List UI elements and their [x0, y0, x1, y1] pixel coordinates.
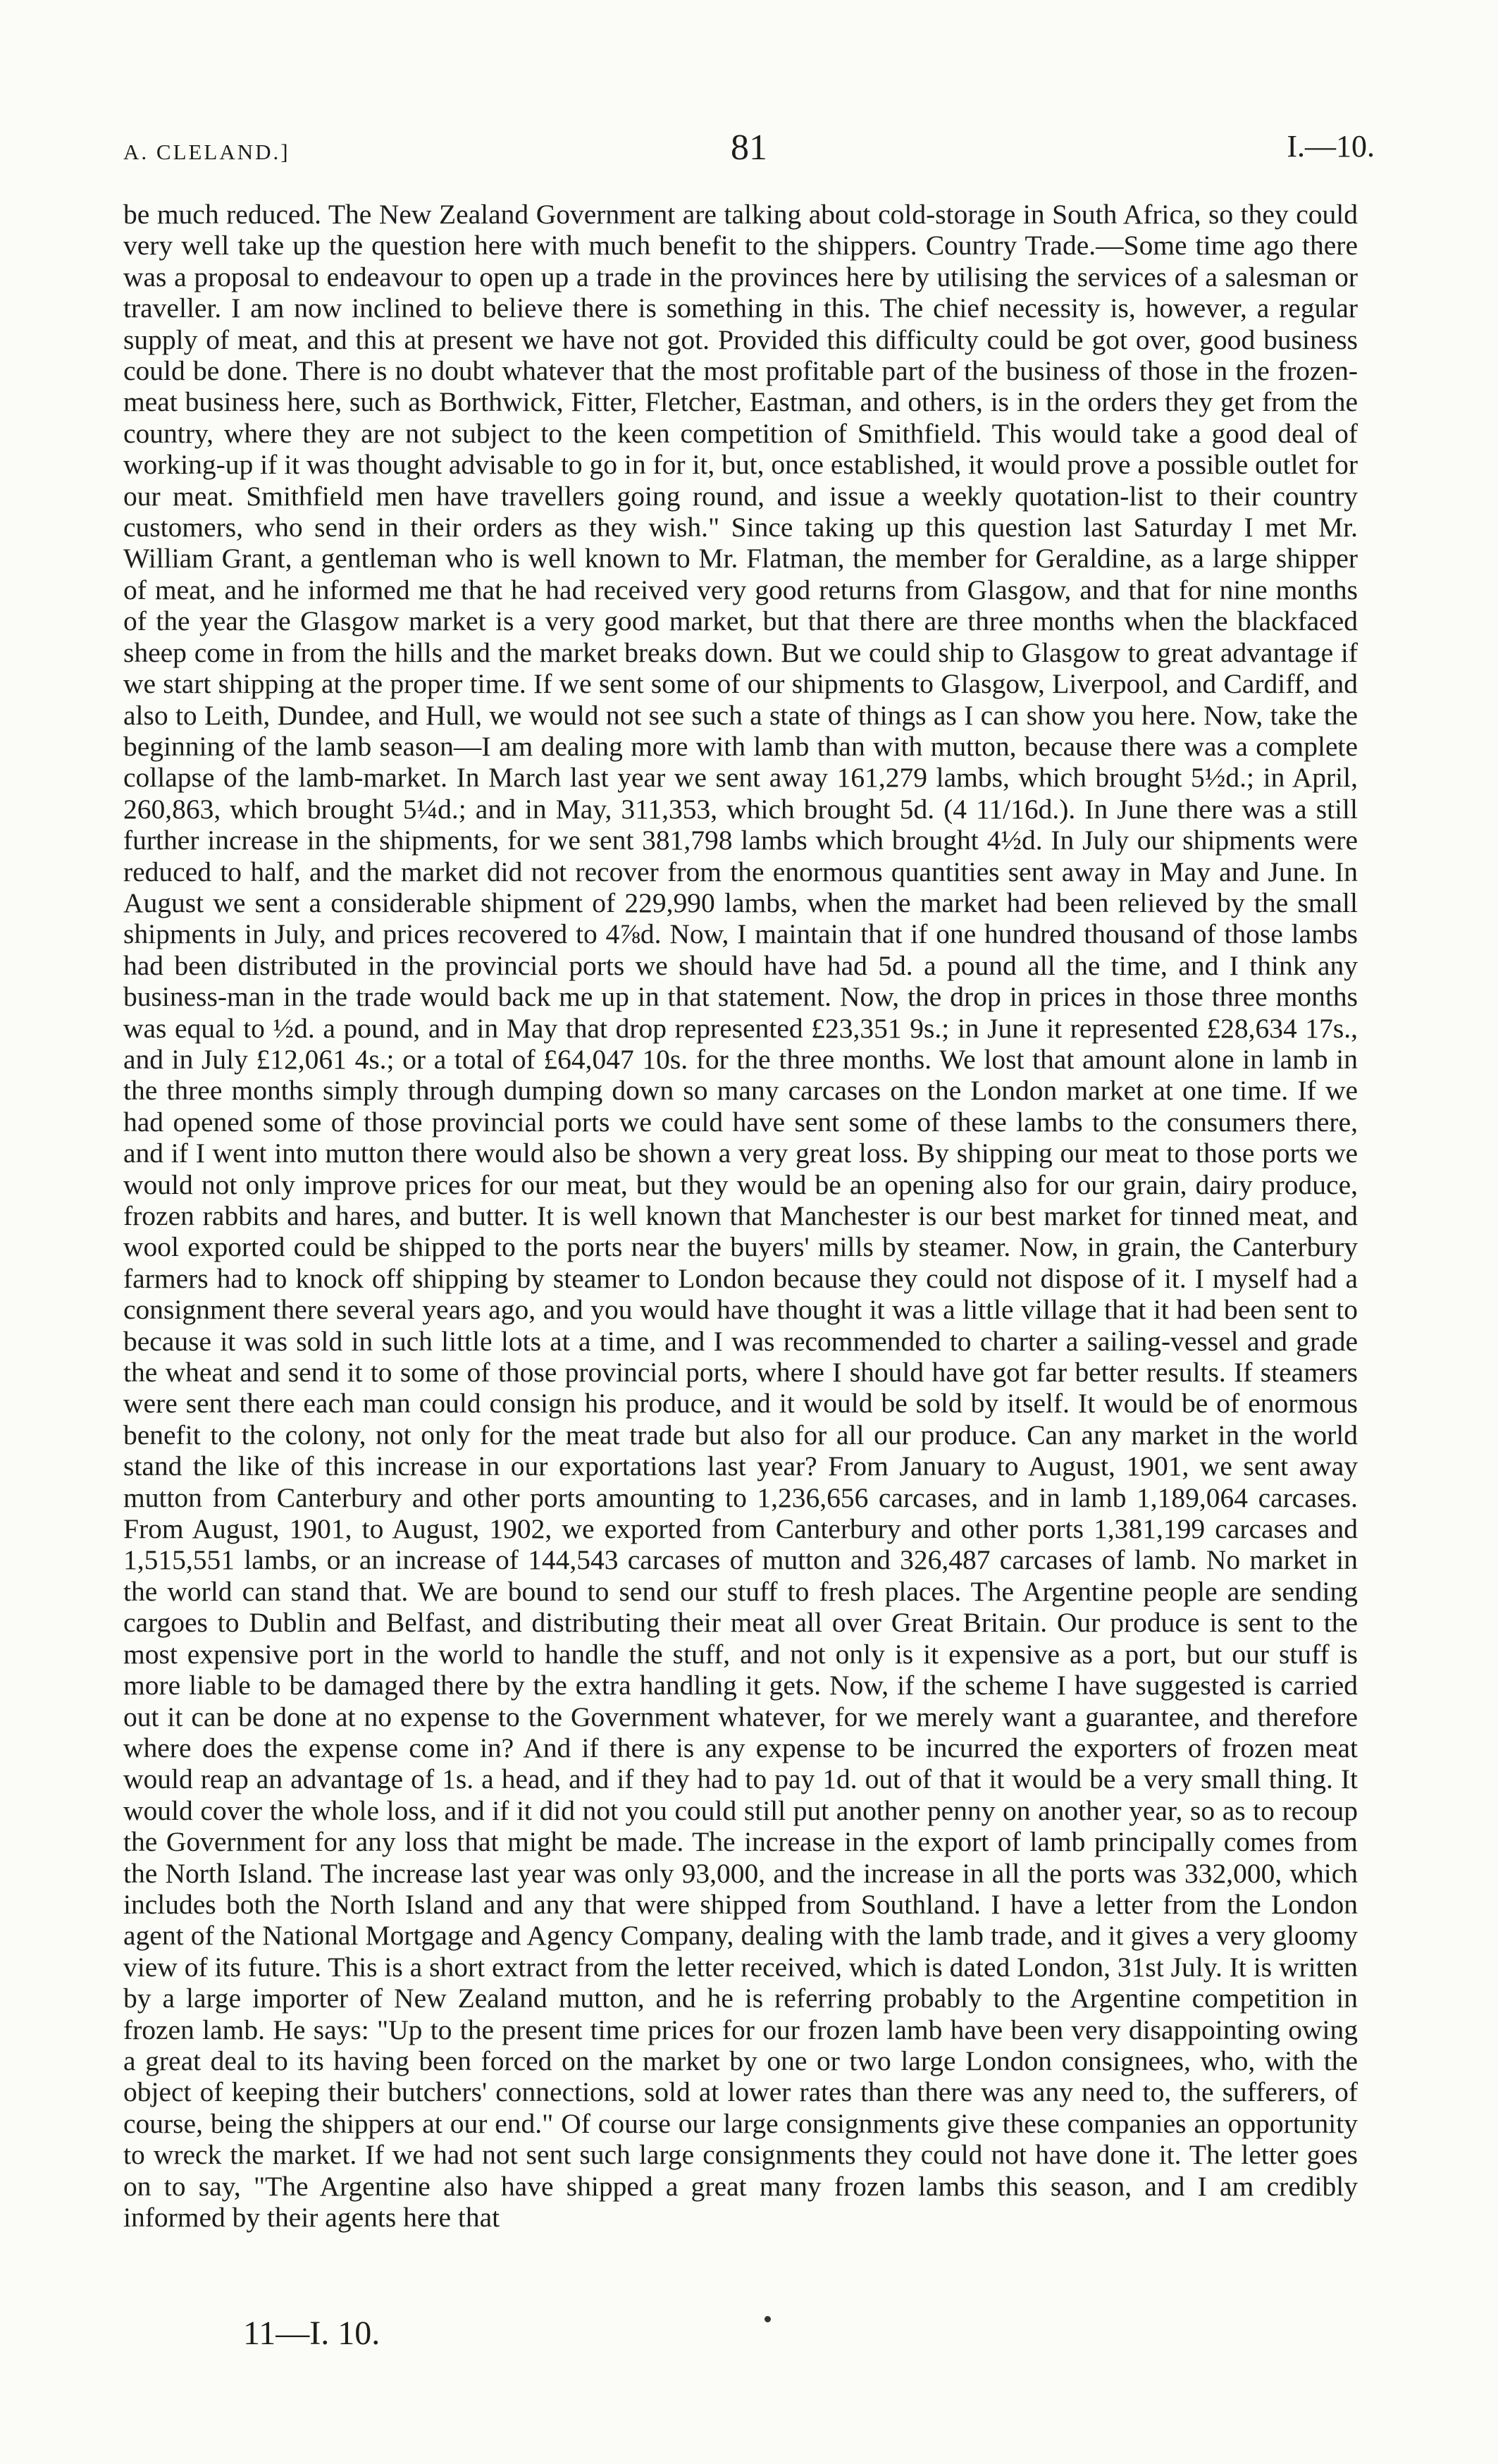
header-author: A. CLELAND.]: [123, 140, 290, 164]
signature-mark: 11—I. 10.: [243, 2315, 380, 2352]
printer-dot: [765, 2316, 771, 2322]
body-text: [123, 199, 1358, 2306]
page-header: [123, 127, 1375, 176]
body-paragraph: be much reduced. The New Zealand Government are talking about cold-storage in South Africa, so they could very well take up the question here with much benefit to the shippers. Country Trade.—Some time ago there was a proposal to endeavour to open up a trade in the provinces here by utilising the services of a salesman or traveller. I am now inclined to believe there is something in this. The chief necessity is, however, a regular supply of meat, and this at present we have not got. Provided this difficulty could be got over, good business could be done. There is no doubt whatever that the most profitable part of the business of those in the frozen-meat business here, such as Borthwick, Fitter, Fletcher, Eastman, and others, is in the orders they get from the country, where they are not subject to the keen competition of Smithfield. This would take a good deal of working-up if it was thought advisable to go in for it, but, once established, it would prove a possible outlet for our meat. Smithfield men have travellers going round, and issue a weekly quotation-list to their country customers, who send in their orders as they wish." Since taking up this question last Saturday I met Mr. William Grant, a gentleman who is well known to Mr. Flatman, the member for Geraldine, as a large shipper of meat, and he informed me that he had received very good returns from Glasgow, and that for nine months of the year the Glasgow market is a very good market, but that there are three months when the blackfaced sheep come in from the hills and the market breaks down. But we could ship to Glasgow to great advantage if we start shipping at the proper time. If we sent some of our shipments to Glasgow, Liverpool, and Cardiff, and also to Leith, Dundee, and Hull, we would not see such a state of things as I can show you here. Now, take the beginning of the lamb season—I am dealing more with lamb than with mutton, because there was a complete collapse of the lamb-market. In March last year we sent away 161,279 lambs, which brought 5½d.; in April, 260,863, which brought 5¼d.; and in May, 311,353, which brought 5d. (4 11/16d.). In June there was a still further increase in the shipments, for we sent 381,798 lambs which brought 4½d. In July our shipments were reduced to half, and the market did not recover from the enormous quantities sent away in May and June. In August we sent a considerable shipment of 229,990 lambs, when the market had been relieved by the small shipments in July, and prices recovered to 4⅞d. Now, I maintain that if one hundred thousand of those lambs had been distributed in the provincial ports we should have had 5d. a pound all the time, and I think any business-man in the trade would back me up in that statement. Now, the drop in prices in those three months was equal to ½d. a pound, and in May that drop represented £23,351 9s.; in June it represented £28,634 17s., and in July £12,061 4s.; or a total of £64,047 10s. for the three months. We lost that amount alone in lamb in the three months simply through dumping down so many carcases on the London market at one time. If we had opened some of those provincial ports we could have sent some of these lambs to the consumers there, and if I went into mutton there would also be shown a very great loss. By shipping our meat to those ports we would not only improve prices for our meat, but they would be an opening also for our grain, dairy produce, frozen rabbits and hares, and butter. It is well known that Manchester is our best market for tinned meat, and wool exported could be shipped to the ports near the buyers' mills by steamer. Now, in grain, the Canterbury farmers had to knock off shipping by steamer to London because they could not dispose of it. I myself had a consignment there several years ago, and you would have thought it was a little village that it had been sent to because it was sold in such little lots at a time, and I was recommended to charter a sailing-vessel and grade the wheat and send it to some of those provincial ports, where I should have got far better results. If steamers were sent there each man could consign his produce, and it would be sold by itself. It would be of enormous benefit to the colony, not only for the meat trade but also for all our produce. Can any market in the world stand the like of this increase in our exportations last year? From January to August, 1901, we sent away mutton from Canterbury and other ports amounting to 1,236,656 carcases, and in lamb 1,189,064 carcases. From August, 1901, to August, 1902, we exported from Canterbury and other ports 1,381,199 carcases and 1,515,551 lambs, or an increase of 144,543 carcases of mutton and 326,487 carcases of lamb. No market in the world can stand that. We are bound to send our stuff to fresh places. The Argentine people are sending cargoes to Dublin and Belfast, and distributing their meat all over Great Britain. Our produce is sent to the most expensive port in the world to handle the stuff, and not only is it expensive as a port, but our stuff is more liable to be damaged there by the extra handling it gets. Now, if the scheme I have suggested is carried out it can be done at no expense to the Government whatever, for we merely want a guarantee, and therefore where does the expense come in? And if there is any expense to be incurred the exporters of frozen meat would reap an advantage of 1s. a head, and if they had to pay 1d. out of that it would be a very small thing. It would cover the whole loss, and if it did not you could still put another penny on another year, so as to recoup the Government for any loss that might be made. The increase in the export of lamb principally comes from the North Island. The increase last year was only 93,000, and the increase in all the ports was 332,000, which includes both the North Island and any that were shipped from Southland. I have a letter from the London agent of the National Mortgage and Agency Company, dealing with the lamb trade, and it gives a very gloomy view of its future. This is a short extract from the letter received, which is dated London, 31st July. It is written by a large importer of New Zealand mutton, and he is referring probably to the Argentine competition in frozen lamb. He says: "Up to the present time prices for our frozen lamb have been very disappointing owing a great deal to its having been forced on the market by one or two large London consignees, who, with the object of keeping their butchers' connections, sold at lower rates than there was any need to, the sufferers, of course, being the shippers at our end." Of course our large consignments give these companies an opportunity to wreck the market. If we had not sent such large consignments they could not have done it. The letter goes on to say, "The Argentine also have shipped a great many frozen lambs this season, and I am credibly informed by their agents here that: [123, 199, 1358, 2233]
document-reference: I.—10.: [1287, 129, 1375, 164]
page-number: 81: [731, 128, 767, 168]
